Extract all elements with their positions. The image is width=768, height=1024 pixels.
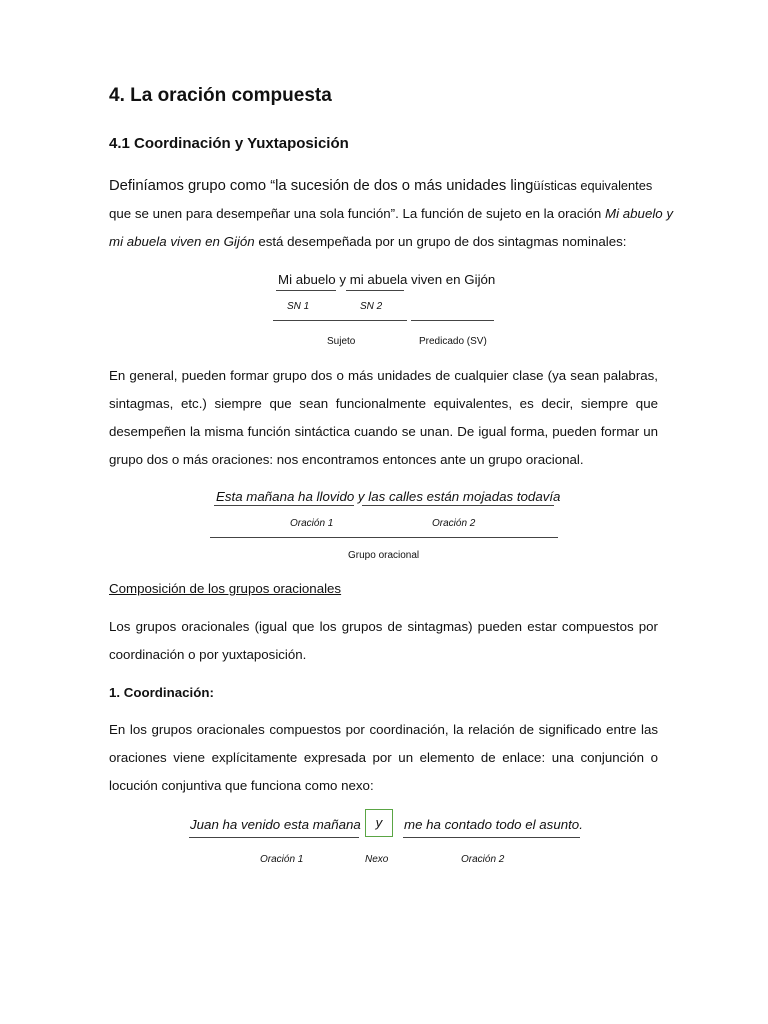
- intro-text: que se unen para desempeñar una sola función”. La función de sujeto en la oración: [109, 206, 606, 221]
- label-oracion-1: Oración 1: [260, 854, 304, 865]
- intro-line-1: [109, 172, 658, 200]
- coordination-title: 1. Coordinación:: [109, 685, 214, 700]
- section-title: 4.1 Coordinación y Yuxtaposición: [109, 135, 349, 152]
- diagram2-clause: las calles están mojadas todavía: [368, 489, 561, 504]
- diagram2-clause: Esta mañana ha llovido: [216, 489, 355, 504]
- intro-paragraph: [109, 172, 674, 256]
- label-sn2: SN 2: [360, 301, 383, 312]
- diagram3-clause-1: Juan ha venido esta mañana: [190, 817, 361, 832]
- label-nexo: Nexo: [365, 854, 389, 865]
- underline-sn1: [276, 290, 336, 291]
- diagram2-conjunction: y: [354, 489, 369, 504]
- example-sentence-italic: mi abuela viven en Gijón: [109, 234, 255, 249]
- coordination-paragraph: [109, 716, 658, 800]
- underline-subject: [273, 320, 407, 321]
- label-subject: Sujeto: [327, 336, 356, 347]
- paragraph-line: coordinación o por yuxtaposición.: [109, 647, 307, 662]
- label-oracion-2: Oración 2: [432, 518, 476, 529]
- underline-oracion-2: [403, 837, 580, 838]
- intro-text: está desempeñada por un grupo de dos sintagmas nominales:: [254, 234, 627, 249]
- paragraph-line: grupo dos o más oraciones: nos encontramos entonces ante un grupo oracional.: [109, 452, 584, 467]
- underline-clause-1: [214, 505, 354, 506]
- page-title: 4. La oración compuesta: [109, 85, 332, 106]
- diagram1-word: Mi abuelo: [278, 272, 336, 287]
- paragraph-line: En general, pueden formar grupo dos o más unidades de cualquier clase (ya sean palabras,: [109, 368, 658, 383]
- diagram1-word: viven en Gijón: [407, 272, 496, 287]
- composition-paragraph: [109, 613, 658, 669]
- intro-line-2: [109, 200, 674, 228]
- paragraph-line: sintagmas, etc.) siempre que sean funcionalmente equivalentes, es decir, siempre que: [109, 396, 658, 411]
- composition-title: Composición de los grupos oracionales: [109, 581, 342, 596]
- paragraph-line: desempeñen la misma función sintáctica cuando se unan. De igual forma, pueden formar un: [109, 424, 658, 439]
- underline-predicate: [411, 320, 494, 321]
- paragraph-line: Los grupos oracionales (igual que los grupos de sintagmas) pueden estar compuestos por: [109, 619, 658, 634]
- paragraph-line: oraciones viene explícitamente expresada por un elemento de enlace: una conjunción o: [109, 750, 658, 765]
- label-oracion-1: Oración 1: [290, 518, 334, 529]
- label-grupo-oracional: Grupo oracional: [348, 550, 420, 561]
- underline-group: [210, 537, 558, 538]
- underline-sn2: [346, 290, 404, 291]
- example-sentence-italic: Mi abuelo y: [605, 206, 674, 221]
- nexo-box: [365, 809, 393, 837]
- intro-text-large: Definíamos grupo como “la sucesión de dos o más unidades ling: [109, 178, 534, 194]
- paragraph-line: En los grupos oracionales compuestos por coordinación, la relación de significado entre las: [109, 722, 658, 737]
- underline-clause-2: [362, 505, 554, 506]
- diagram1-word: mi abuela: [349, 272, 408, 287]
- diagram3-clause-2: me ha contado todo el asunto.: [404, 817, 583, 832]
- label-sn1: SN 1: [287, 301, 310, 312]
- intro-text-small: üísticas equivalentes: [533, 178, 653, 193]
- paragraph-line: locución conjuntiva que funciona como nexo:: [109, 778, 374, 793]
- diagram1-sentence: [278, 272, 495, 287]
- diagram1-conjunction: y: [335, 272, 350, 287]
- label-predicate: Predicado (SV): [419, 336, 487, 347]
- label-oracion-2: Oración 2: [461, 854, 505, 865]
- intro-line-3: [109, 228, 658, 256]
- underline-oracion-1: [189, 837, 359, 838]
- nexo-word: y: [375, 815, 383, 830]
- diagram2-sentence: [216, 489, 560, 504]
- general-paragraph: [109, 362, 658, 474]
